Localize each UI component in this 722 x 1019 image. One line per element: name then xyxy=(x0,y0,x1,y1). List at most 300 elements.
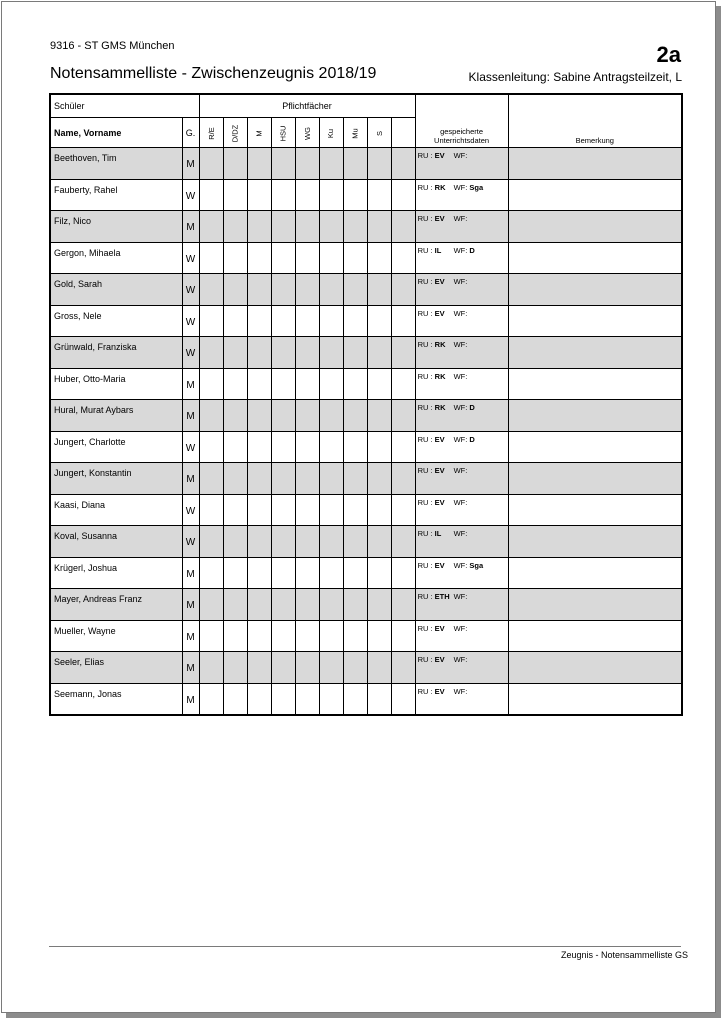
grade-cell[interactable] xyxy=(271,211,295,243)
student-gender: M xyxy=(182,683,199,715)
grade-cell[interactable] xyxy=(199,620,223,652)
grade-cell[interactable] xyxy=(343,211,367,243)
grade-cell[interactable] xyxy=(199,368,223,400)
grade-cell[interactable] xyxy=(343,620,367,652)
grade-cell[interactable] xyxy=(319,526,343,558)
unterrichtsdaten-cell xyxy=(415,368,508,400)
grade-cell[interactable] xyxy=(247,211,271,243)
student-name: Mayer, Andreas Franz xyxy=(50,589,182,621)
grade-cell[interactable] xyxy=(295,305,319,337)
grade-cell[interactable] xyxy=(223,463,247,495)
table-row xyxy=(50,620,682,652)
wf-label: WF: xyxy=(453,466,468,475)
grade-cell[interactable] xyxy=(223,652,247,684)
grade-cell[interactable] xyxy=(271,337,295,369)
student-gender: M xyxy=(182,589,199,621)
student-gender: W xyxy=(182,494,199,526)
ru-label: RU : xyxy=(417,308,433,318)
table-row xyxy=(50,179,682,211)
grade-cell[interactable] xyxy=(367,211,391,243)
subject-label: D/DZ xyxy=(230,124,240,142)
grade-cell[interactable] xyxy=(295,211,319,243)
ru-value: RK xyxy=(434,371,446,381)
subject-label: S xyxy=(374,130,384,136)
table-row xyxy=(50,652,682,684)
wf-label: WF: xyxy=(453,245,468,255)
grade-cell[interactable] xyxy=(199,274,223,306)
student-name: Jungert, Konstantin xyxy=(50,463,182,495)
ru-value: EV xyxy=(434,214,445,223)
grade-cell[interactable] xyxy=(271,589,295,621)
grade-cell[interactable] xyxy=(319,494,343,526)
student-gender: M xyxy=(182,557,199,589)
grade-cell[interactable] xyxy=(199,148,223,180)
grade-cell[interactable] xyxy=(343,494,367,526)
grade-cell[interactable] xyxy=(319,400,343,432)
school-name: 9316 - ST GMS München xyxy=(50,40,175,52)
grade-cell[interactable] xyxy=(319,557,343,589)
ru-value: IL xyxy=(434,245,442,255)
grade-cell[interactable] xyxy=(271,368,295,400)
grade-cell[interactable] xyxy=(271,683,295,715)
grade-cell[interactable] xyxy=(223,494,247,526)
grade-cell[interactable] xyxy=(391,620,415,652)
grade-cell[interactable] xyxy=(295,589,319,621)
student-gender: W xyxy=(182,337,199,369)
grade-cell[interactable] xyxy=(367,274,391,306)
ru-label: RU : xyxy=(417,434,433,444)
grade-cell[interactable] xyxy=(391,463,415,495)
grade-cell[interactable] xyxy=(271,400,295,432)
grade-cell[interactable] xyxy=(367,494,391,526)
student-name: Koval, Susanna xyxy=(50,526,182,558)
student-name: Krügerl, Joshua xyxy=(50,557,182,589)
grade-cell[interactable] xyxy=(367,526,391,558)
table-row xyxy=(50,589,682,621)
grade-cell[interactable] xyxy=(391,211,415,243)
grade-cell[interactable] xyxy=(199,400,223,432)
wf-label: WF: xyxy=(453,529,468,538)
grade-cell[interactable] xyxy=(391,148,415,180)
grade-cell[interactable] xyxy=(247,400,271,432)
student-name: Seemann, Jonas xyxy=(50,683,182,715)
grade-cell[interactable] xyxy=(247,683,271,715)
unterrichtsdaten-cell xyxy=(415,494,508,526)
grade-cell[interactable] xyxy=(199,652,223,684)
grade-cell[interactable] xyxy=(367,179,391,211)
subject-label: WG xyxy=(302,126,312,140)
grade-cell[interactable] xyxy=(199,431,223,463)
subject-header-empty xyxy=(391,118,415,148)
ru-label: RU : xyxy=(417,151,433,160)
grade-cell[interactable] xyxy=(343,589,367,621)
bemerkung-cell[interactable] xyxy=(508,179,682,211)
grade-cell[interactable] xyxy=(319,431,343,463)
table-row xyxy=(50,242,682,274)
grade-cell[interactable] xyxy=(295,683,319,715)
ru-label: RU : xyxy=(417,277,433,286)
grade-cell[interactable] xyxy=(247,368,271,400)
grade-cell[interactable] xyxy=(295,620,319,652)
grade-cell[interactable] xyxy=(343,557,367,589)
grade-cell[interactable] xyxy=(247,652,271,684)
grade-cell[interactable] xyxy=(247,589,271,621)
student-name: Gold, Sarah xyxy=(50,274,182,306)
grade-cell[interactable] xyxy=(319,242,343,274)
wf-label: WF: xyxy=(453,592,468,601)
student-name: Kaasi, Diana xyxy=(50,494,182,526)
grade-cell[interactable] xyxy=(247,526,271,558)
wf-value: D xyxy=(469,434,475,444)
grade-cell[interactable] xyxy=(319,683,343,715)
bemerkung-cell[interactable] xyxy=(508,431,682,463)
grade-cell[interactable] xyxy=(247,337,271,369)
grade-cell[interactable] xyxy=(391,494,415,526)
table-row xyxy=(50,148,682,180)
ru-label: RU : xyxy=(417,529,433,538)
grade-cell[interactable] xyxy=(199,179,223,211)
student-gender: W xyxy=(182,305,199,337)
grade-cell[interactable] xyxy=(367,620,391,652)
grade-cell[interactable] xyxy=(391,242,415,274)
footer-text: Zeugnis - Notensammelliste GS xyxy=(560,950,688,960)
grade-cell[interactable] xyxy=(295,242,319,274)
grade-cell[interactable] xyxy=(319,589,343,621)
grade-cell[interactable] xyxy=(391,683,415,715)
subject-header xyxy=(295,118,319,148)
bemerkung-cell[interactable] xyxy=(508,652,682,684)
grade-cell[interactable] xyxy=(367,368,391,400)
ru-value: IL xyxy=(434,529,442,538)
col-name: Name, Vorname xyxy=(50,118,182,148)
bemerkung-cell[interactable] xyxy=(508,526,682,558)
grade-cell[interactable] xyxy=(391,337,415,369)
unterrichtsdaten-cell xyxy=(415,431,508,463)
unterrichtsdaten-cell xyxy=(415,683,508,715)
grade-cell[interactable] xyxy=(247,431,271,463)
unterrichtsdaten-cell xyxy=(415,179,508,211)
grade-cell[interactable] xyxy=(343,400,367,432)
grade-cell[interactable] xyxy=(367,242,391,274)
table-row xyxy=(50,526,682,558)
wf-label: WF: xyxy=(453,623,468,633)
subject-header xyxy=(367,118,391,148)
grade-cell[interactable] xyxy=(271,494,295,526)
grade-cell[interactable] xyxy=(223,400,247,432)
grade-cell[interactable] xyxy=(223,526,247,558)
grade-cell[interactable] xyxy=(319,179,343,211)
student-name: Seeler, Elias xyxy=(50,652,182,684)
grade-cell[interactable] xyxy=(223,589,247,621)
grade-cell[interactable] xyxy=(223,620,247,652)
student-name: Beethoven, Tim xyxy=(50,148,182,180)
table-row xyxy=(50,337,682,369)
bemerkung-cell[interactable] xyxy=(508,148,682,180)
wf-value: D xyxy=(469,403,475,412)
grade-cell[interactable] xyxy=(199,683,223,715)
grade-cell[interactable] xyxy=(391,274,415,306)
grade-cell[interactable] xyxy=(271,431,295,463)
table-row xyxy=(50,305,682,337)
grade-cell[interactable] xyxy=(223,274,247,306)
ru-value: RK xyxy=(434,403,446,412)
grade-cell[interactable] xyxy=(367,400,391,432)
student-gender: M xyxy=(182,463,199,495)
grade-cell[interactable] xyxy=(295,557,319,589)
student-gender: M xyxy=(182,400,199,432)
bemerkung-cell[interactable] xyxy=(508,400,682,432)
unterrichtsdaten-cell xyxy=(415,557,508,589)
student-name: Fauberty, Rahel xyxy=(50,179,182,211)
grade-cell[interactable] xyxy=(343,463,367,495)
student-gender: M xyxy=(182,620,199,652)
grade-cell[interactable] xyxy=(367,557,391,589)
grade-cell[interactable] xyxy=(343,431,367,463)
grade-cell[interactable] xyxy=(271,652,295,684)
col-unterrichtsdaten: gespeicherte Unterrichtsdaten xyxy=(415,94,508,148)
unterrichtsdaten-cell xyxy=(415,305,508,337)
grade-cell[interactable] xyxy=(223,368,247,400)
grade-cell[interactable] xyxy=(295,526,319,558)
grade-cell[interactable] xyxy=(391,368,415,400)
bemerkung-cell[interactable] xyxy=(508,589,682,621)
grade-cell[interactable] xyxy=(367,589,391,621)
table-row xyxy=(50,494,682,526)
grade-cell[interactable] xyxy=(271,305,295,337)
grade-cell[interactable] xyxy=(199,305,223,337)
grade-cell[interactable] xyxy=(247,242,271,274)
grade-cell[interactable] xyxy=(367,337,391,369)
subject-label: HSU xyxy=(278,125,288,141)
grade-cell[interactable] xyxy=(271,242,295,274)
wf-value: Sga xyxy=(469,560,484,570)
grade-cell[interactable] xyxy=(319,274,343,306)
grade-cell[interactable] xyxy=(199,589,223,621)
ru-value: EV xyxy=(434,623,445,633)
unterrichtsdaten-cell xyxy=(415,589,508,621)
grade-cell[interactable] xyxy=(343,526,367,558)
grade-cell[interactable] xyxy=(247,557,271,589)
student-gender: M xyxy=(182,652,199,684)
unterrichtsdaten-cell xyxy=(415,211,508,243)
grade-cell[interactable] xyxy=(391,305,415,337)
grade-cell[interactable] xyxy=(367,683,391,715)
grade-cell[interactable] xyxy=(295,494,319,526)
student-name: Gross, Nele xyxy=(50,305,182,337)
ru-label: RU : xyxy=(417,560,433,570)
grade-cell[interactable] xyxy=(343,274,367,306)
bemerkung-cell[interactable] xyxy=(508,368,682,400)
bemerkung-cell[interactable] xyxy=(508,242,682,274)
grade-cell[interactable] xyxy=(295,431,319,463)
grade-cell[interactable] xyxy=(367,652,391,684)
grade-cell[interactable] xyxy=(343,148,367,180)
grade-cell[interactable] xyxy=(319,337,343,369)
grade-cell[interactable] xyxy=(247,494,271,526)
unterrichtsdaten-cell xyxy=(415,148,508,180)
bemerkung-cell[interactable] xyxy=(508,274,682,306)
ru-value: EV xyxy=(434,466,445,475)
unterrichtsdaten-cell xyxy=(415,242,508,274)
grade-cell[interactable] xyxy=(391,557,415,589)
grade-cell[interactable] xyxy=(295,368,319,400)
student-name: Filz, Nico xyxy=(50,211,182,243)
grade-cell[interactable] xyxy=(343,305,367,337)
grade-cell[interactable] xyxy=(271,179,295,211)
grade-cell[interactable] xyxy=(199,337,223,369)
class-teacher: Klassenleitung: Sabine Antragsteilzeit, L xyxy=(468,70,682,84)
bemerkung-cell[interactable] xyxy=(508,683,682,715)
grade-cell[interactable] xyxy=(295,652,319,684)
grade-cell[interactable] xyxy=(247,179,271,211)
wf-label: WF: xyxy=(453,371,468,381)
bemerkung-cell[interactable] xyxy=(508,620,682,652)
ru-value: EV xyxy=(434,686,445,696)
grade-cell[interactable] xyxy=(295,274,319,306)
grade-cell[interactable] xyxy=(223,148,247,180)
grade-cell[interactable] xyxy=(343,368,367,400)
grade-cell[interactable] xyxy=(367,463,391,495)
grade-cell[interactable] xyxy=(295,463,319,495)
grade-cell[interactable] xyxy=(295,179,319,211)
grade-cell[interactable] xyxy=(247,274,271,306)
grade-cell[interactable] xyxy=(223,211,247,243)
grade-cell[interactable] xyxy=(199,463,223,495)
table-row xyxy=(50,683,682,715)
grade-cell[interactable] xyxy=(247,305,271,337)
wf-label: WF: xyxy=(453,151,468,160)
grade-cell[interactable] xyxy=(319,211,343,243)
table-row xyxy=(50,400,682,432)
ru-label: RU : xyxy=(417,497,433,507)
grade-cell[interactable] xyxy=(199,557,223,589)
grade-cell[interactable] xyxy=(391,431,415,463)
student-gender: W xyxy=(182,431,199,463)
grade-cell[interactable] xyxy=(343,242,367,274)
ru-value: EV xyxy=(434,560,445,570)
grade-cell[interactable] xyxy=(391,179,415,211)
wf-label: WF: xyxy=(453,214,468,223)
grade-cell[interactable] xyxy=(271,526,295,558)
table-row xyxy=(50,463,682,495)
footer-divider xyxy=(49,946,681,947)
wf-label: WF: xyxy=(453,403,468,412)
grade-cell[interactable] xyxy=(343,683,367,715)
grade-cell[interactable] xyxy=(367,148,391,180)
student-name: Jungert, Charlotte xyxy=(50,431,182,463)
grade-cell[interactable] xyxy=(199,211,223,243)
bemerkung-cell[interactable] xyxy=(508,337,682,369)
subject-header xyxy=(247,118,271,148)
wf-label: WF: xyxy=(453,308,468,318)
wf-label: WF: xyxy=(453,277,468,286)
grade-cell[interactable] xyxy=(367,305,391,337)
ru-value: ETH xyxy=(434,592,450,601)
grade-cell[interactable] xyxy=(319,652,343,684)
subject-label: R/E xyxy=(206,126,216,140)
grade-cell[interactable] xyxy=(247,463,271,495)
grade-cell[interactable] xyxy=(343,179,367,211)
grade-cell[interactable] xyxy=(223,557,247,589)
ru-value: EV xyxy=(434,277,445,286)
bemerkung-cell[interactable] xyxy=(508,494,682,526)
class-label: 2a xyxy=(656,42,681,67)
ru-label: RU : xyxy=(417,245,433,255)
grade-cell[interactable] xyxy=(391,400,415,432)
grade-cell[interactable] xyxy=(223,305,247,337)
grade-cell[interactable] xyxy=(223,431,247,463)
grade-cell[interactable] xyxy=(367,431,391,463)
ru-label: RU : xyxy=(417,686,433,696)
grade-cell[interactable] xyxy=(391,589,415,621)
grade-cell[interactable] xyxy=(319,620,343,652)
grade-cell[interactable] xyxy=(295,400,319,432)
table-row xyxy=(50,557,682,589)
unterrichtsdaten-cell xyxy=(415,620,508,652)
grade-cell[interactable] xyxy=(223,683,247,715)
subject-label: Mu xyxy=(350,127,360,139)
grade-cell[interactable] xyxy=(247,620,271,652)
grade-cell[interactable] xyxy=(223,242,247,274)
grade-cell[interactable] xyxy=(247,148,271,180)
grade-cell[interactable] xyxy=(223,179,247,211)
wf-label: WF: xyxy=(453,182,468,192)
grade-cell[interactable] xyxy=(391,652,415,684)
grade-cell[interactable] xyxy=(199,242,223,274)
grade-cell[interactable] xyxy=(343,337,367,369)
grade-cell[interactable] xyxy=(391,526,415,558)
ru-label: RU : xyxy=(417,182,433,192)
grade-cell[interactable] xyxy=(271,274,295,306)
grade-cell[interactable] xyxy=(319,368,343,400)
grade-cell[interactable] xyxy=(199,526,223,558)
grade-cell[interactable] xyxy=(271,620,295,652)
grade-cell[interactable] xyxy=(295,148,319,180)
unterrichtsdaten-cell xyxy=(415,526,508,558)
student-gender: W xyxy=(182,242,199,274)
unterrichtsdaten-cell xyxy=(415,463,508,495)
bemerkung-cell[interactable] xyxy=(508,211,682,243)
grade-cell[interactable] xyxy=(199,494,223,526)
wf-label: WF: xyxy=(453,655,468,664)
grade-cell[interactable] xyxy=(223,337,247,369)
ru-label: RU : xyxy=(417,403,433,412)
grade-cell[interactable] xyxy=(271,463,295,495)
grade-cell[interactable] xyxy=(271,557,295,589)
grade-cell[interactable] xyxy=(295,337,319,369)
col-bemerkung: Bemerkung xyxy=(508,94,682,148)
student-name: Mueller, Wayne xyxy=(50,620,182,652)
ru-label: RU : xyxy=(417,214,433,223)
grade-cell[interactable] xyxy=(343,652,367,684)
grade-cell[interactable] xyxy=(319,305,343,337)
bemerkung-cell[interactable] xyxy=(508,305,682,337)
unterrichtsdaten-cell xyxy=(415,274,508,306)
col-gender: G. xyxy=(182,118,199,148)
grade-cell[interactable] xyxy=(271,148,295,180)
grade-cell[interactable] xyxy=(319,463,343,495)
student-name: Hural, Murat Aybars xyxy=(50,400,182,432)
grade-cell[interactable] xyxy=(319,148,343,180)
wf-label: WF: xyxy=(453,497,468,507)
unterrichtsdaten-cell xyxy=(415,337,508,369)
subject-label: M xyxy=(254,129,264,137)
bemerkung-cell[interactable] xyxy=(508,463,682,495)
ru-label: RU : xyxy=(417,623,433,633)
wf-label: WF: xyxy=(453,560,468,570)
subject-header xyxy=(319,118,343,148)
bemerkung-cell[interactable] xyxy=(508,557,682,589)
